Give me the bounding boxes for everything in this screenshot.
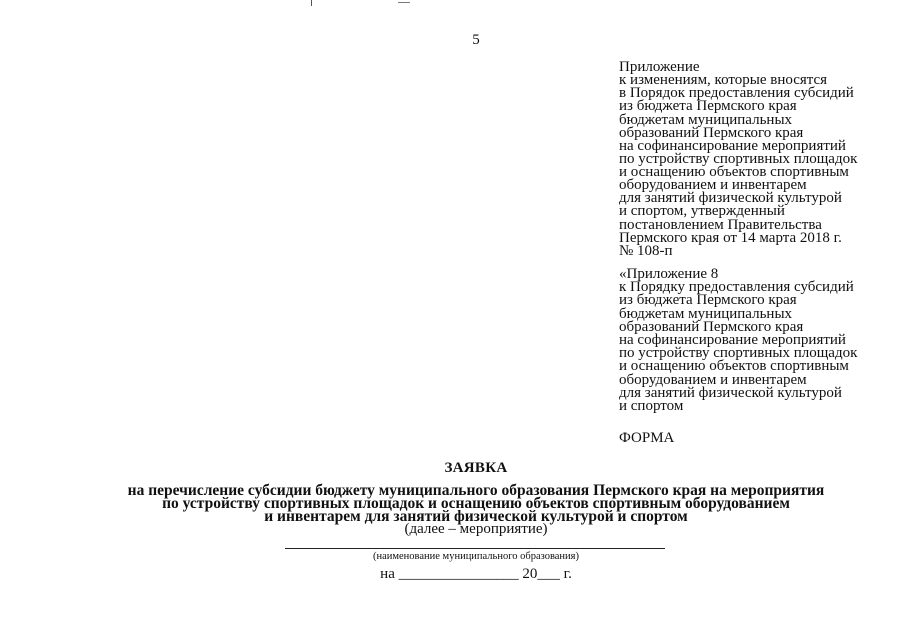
appendix8-line: оборудованием и инвентарем [619, 371, 807, 388]
date-line: на ________________ 20___ г. [380, 566, 572, 582]
document-subtitle [76, 484, 876, 536]
appendix-line: Приложение [619, 59, 700, 75]
page-number: 5 [472, 32, 480, 48]
appendix8-line: для занятий физической культурой [619, 384, 842, 401]
scan-mark-horizontal [398, 2, 410, 3]
appendix-line: к изменениям, которые вносятся [619, 72, 828, 89]
appendix-line: для занятий физической культурой [619, 190, 842, 207]
appendix-line: из бюджета Пермского края [619, 98, 797, 115]
appendix8-line: на софинансирование мероприятий [619, 331, 846, 348]
appendix8-line: и спортом [619, 397, 684, 414]
subtitle-line: по устройству спортивных площадок и оснащению объектов спортивным оборудованием [162, 495, 790, 512]
appendix8-line: к Порядку предоставления субсидий [619, 279, 854, 296]
appendix-line: и спортом, утвержденный [619, 203, 785, 220]
form-label: ФОРМА [619, 430, 675, 446]
appendix8-line: и оснащению объектов спортивным [619, 358, 849, 375]
subtitle-line: и инвентарем для занятий физической культурой и спортом [264, 508, 688, 525]
municipality-caption: (наименование муниципального образования) [372, 551, 580, 562]
appendix-line: Пермского края от 14 марта 2018 г. [619, 229, 842, 246]
document-title: ЗАЯВКА [444, 460, 508, 476]
scan-mark-vertical [311, 0, 312, 6]
appendix-line: оборудованием и инвентарем [619, 177, 807, 194]
subtitle-line: на перечисление субсидии бюджету муниципального образования Пермского края на мероприятия [127, 482, 825, 499]
appendix8-line: из бюджета Пермского края [619, 292, 797, 309]
appendix-line: бюджетам муниципальных [619, 111, 793, 128]
appendix8-line: «Приложение 8 [619, 266, 719, 282]
appendix-line: № 108-п [619, 242, 673, 259]
appendix-line: образований Пермского края [619, 124, 804, 141]
appendix8-line: бюджетам муниципальных [619, 305, 793, 322]
appendix8-line: по устройству спортивных площадок [619, 345, 858, 362]
appendix-line: в Порядок предоставления субсидий [619, 85, 854, 102]
appendix-line: по устройству спортивных площадок [619, 150, 858, 167]
appendix-line: на софинансирование мероприятий [619, 137, 846, 154]
appendix8-line: образований Пермского края [619, 318, 804, 335]
appendix8-block [619, 268, 857, 413]
appendix-block [619, 61, 857, 258]
subtitle-note: (далее – мероприятие) [404, 521, 548, 537]
municipality-name-blank [285, 548, 665, 549]
appendix-line: и оснащению объектов спортивным [619, 164, 849, 180]
appendix-line: постановлением Правительства [619, 216, 822, 233]
